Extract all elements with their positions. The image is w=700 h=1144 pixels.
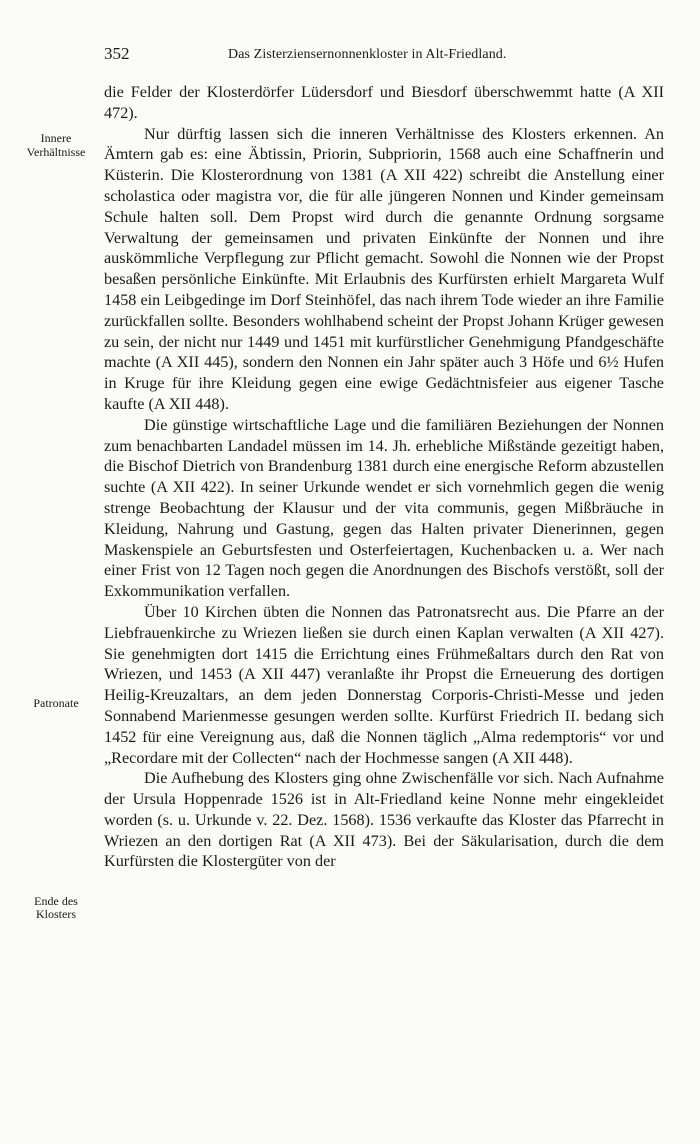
- paragraph-reform: Die günstige wirtschaftliche Lage und die familiären Beziehungen der Nonnen zum benachbarten Landadel müssen im 14. Jh. erhebliche Mißstände gezeitigt haben, die Bischof Dietrich von Brandenburg 1381 durch eine energische Reform abzustellen suchte (A XII 422). In seiner Urkunde wendet er sich vornehmlich gegen die wenig strenge Beobachtung der Klausur und der vita communis, gegen Mißbräuche in Kleidung, Nahrung und Gastung, gegen das Halten privater Dienerinnen, gegen Maskenspiele an Geburtsfesten und Osterfeiertagen, Kuchenbacken u. a. Wer nach einer Frist von 12 Tagen noch gegen die Anordnungen des Bischofs verstößt, soll der Exkommunikation verfallen.: [104, 415, 664, 601]
- margin-note-innere-line1: Innere: [40, 131, 72, 145]
- margin-note-patronate-text: Patronate: [33, 696, 79, 710]
- paragraph-continuation: die Felder der Klosterdörfer Lüdersdorf und Biesdorf überschwemmt hatte (A XII 472).: [104, 83, 664, 122]
- body-text: [104, 82, 664, 872]
- paragraph-ende-des-klosters: Die Aufhebung des Klosters ging ohne Zwischenfälle vor sich. Nach Aufnahme der Ursula Hoppenrade 1526 ist in Alt-Friedland keine Nonne mehr eingekleidet worden (s. u. Urkunde v. 22. Dez. 1568). 1536 verkaufte das Kloster das Pfarrecht in Wriezen an den dortigen Rat (A XII 473). Bei der Säkularisation, durch die dem Kurfürsten die Klostergüter von der: [104, 769, 664, 871]
- page-number: 352: [104, 44, 130, 63]
- margin-note-innere: [10, 132, 102, 145]
- margin-note-ende: [10, 895, 102, 921]
- margin-note-verhaeltnisse: [6, 146, 106, 159]
- margin-note-patronate: [10, 697, 102, 710]
- margin-note-innere-line2: Verhältnisse: [26, 145, 86, 159]
- running-title: Das Zisterziensernonnenkloster in Alt-Friedland.: [228, 47, 507, 62]
- paragraph-patronate: Über 10 Kirchen übten die Nonnen das Patronatsrecht aus. Die Pfarre an der Liebfrauenkirche zu Wriezen ließen sie durch einen Kaplan verwalten (A XII 427). Sie genehmigten dort 1415 die Errichtung eines Frühmeßaltars durch den Rat von Wriezen, und 1453 (A XII 447) veranlaßte ihr Propst die Erneuerung des dortigen Heilig-Kreuzaltars, an dem jeden Donnerstag Corporis-Christi-Messe und jeden Sonnabend Marienmesse gesungen werden sollte. Kurfürst Friedrich II. bedang sich 1452 für eine Vereignung aus, daß die Nonnen täglich „Alma redemptoris“ vor und „Recordare mit der Collecten“ nach der Hochmesse sangen (A XII 448).: [104, 602, 664, 767]
- margin-note-ende-line1: Ende des: [34, 894, 78, 908]
- paragraph-innere-verhaeltnisse: Nur dürftig lassen sich die inneren Verhältnisse des Klosters erkennen. An Ämtern gab es: eine Äbtissin, Priorin, Subpriorin, 1568 auch eine Schaffnerin und Küsterin. Die Klosterordnung von 1381 (A XII 422) schreibt die Anstellung einer scholastica oder magistra vor, die für alle jüngeren Nonnen und Kinder gemeinsam Schule halten soll. Dem Propst wird durch die genannte Ordnung sorgsame Verwaltung der gemeinsamen und privaten Einkünfte der Nonnen und ihre auskömmliche Verpflegung zur Pflicht gemacht. Sowohl die Nonnen wie der Propst besaßen persönliche Einkünfte. Mit Erlaubnis des Kurfürsten erhielt Margareta Wulf 1458 ein Leibgedinge im Dorf Steinhöfel, das nach ihrem Tode wieder an ihre Familie zurückfallen sollte. Besonders wohlhabend scheint der Propst Johann Krüger gewesen zu sein, der nicht nur 1449 und 1451 mit kurfürstlicher Genehmigung Pfandgeschäfte machte (A XII 445), sondern den Nonnen ein Jahr später auch 3 Höfe und 6½ Hufen in Kruge für ihre Kleidung gegen eine ewige Gedächtnisfeier aus eigener Tasche kaufte (A XII 448).: [104, 124, 664, 413]
- margin-note-ende-line2: Klosters: [36, 907, 76, 921]
